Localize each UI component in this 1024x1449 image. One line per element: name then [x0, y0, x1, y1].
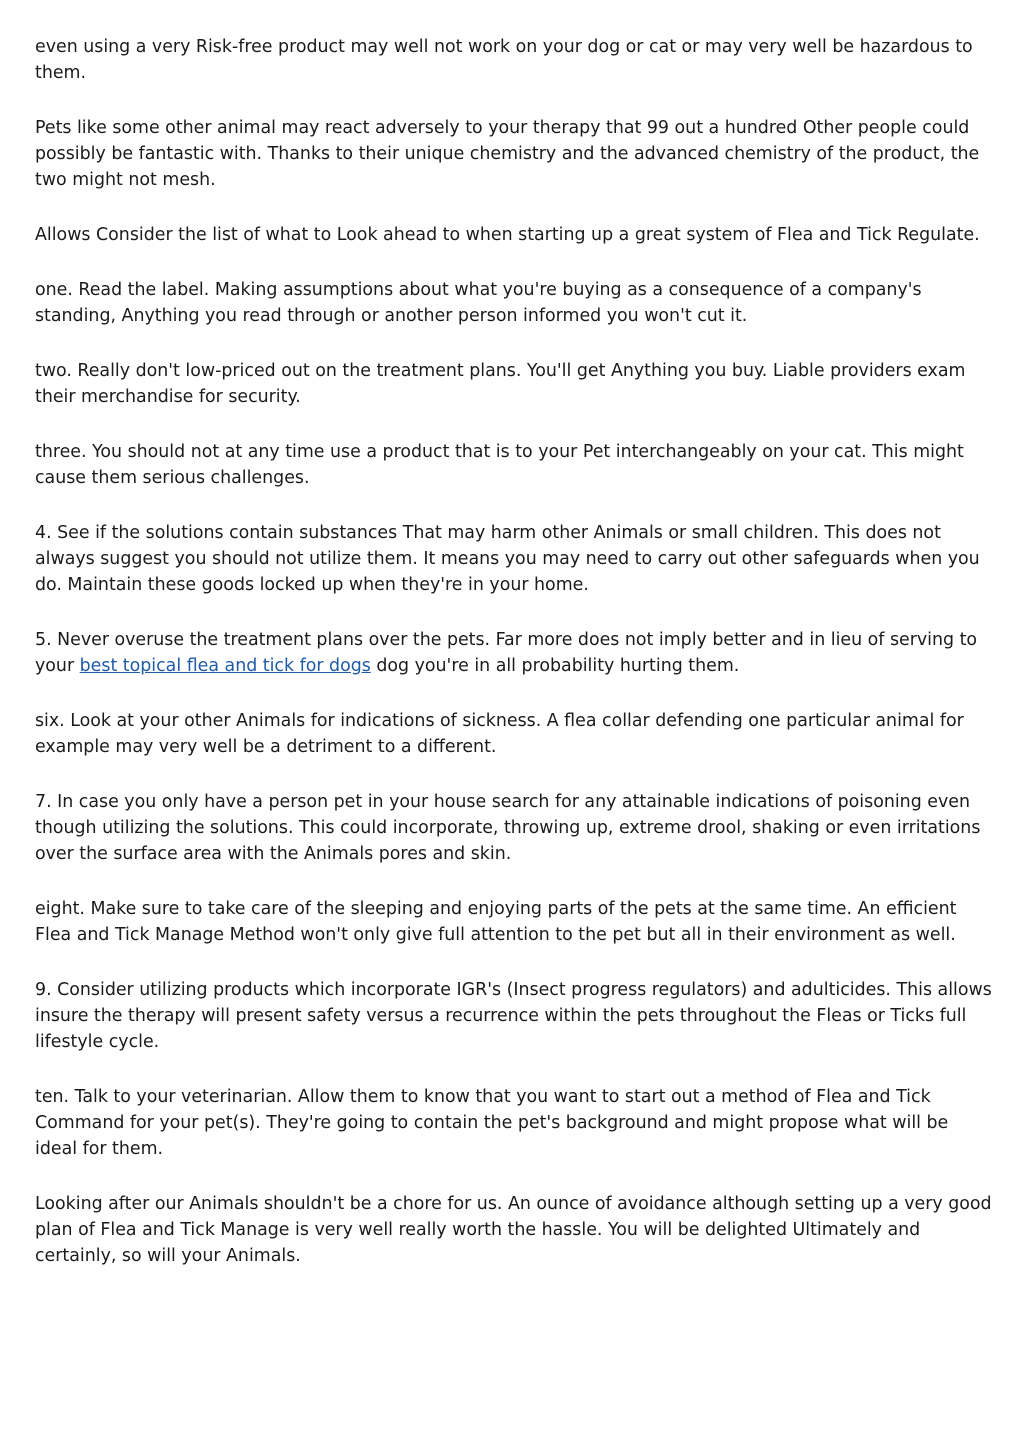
paragraph-item-2: two. Really don't low-priced out on the treatment plans. You'll get Anything you buy. Liable providers exam their merchandise for security.: [35, 361, 966, 407]
paragraph-item-6: six. Look at your other Animals for indications of sickness. A flea collar defending one particular animal for example may very well be a detriment to a different.: [35, 711, 964, 757]
flea-tick-link[interactable]: best topical flea and tick for dogs: [79, 656, 371, 676]
paragraph-list-intro: Allows Consider the list of what to Look ahead to when starting up a great system of Flea and Tick Regulate.: [35, 225, 980, 245]
paragraph-conclusion: Looking after our Animals shouldn't be a chore for us. An ounce of avoidance although setting up a very good plan of Flea and Tick Manage is very well really worth the hassle. You will be delighted Ultimately and certainly, so will your Animals.: [35, 1194, 992, 1266]
paragraph-item-8: eight. Make sure to take care of the sleeping and enjoying parts of the pets at the same time. An efficient Flea and Tick Manage Method won't only give full attention to the pet but all in their environment as well.: [35, 899, 957, 945]
paragraph-item-10: ten. Talk to your veterinarian. Allow them to know that you want to start out a method of Flea and Tick Command for your pet(s). They're going to contain the pet's background and might propose what will be ideal for them.: [35, 1087, 949, 1159]
paragraph-item-1: one. Read the label. Making assumptions about what you're buying as a consequence of a company's standing, Anything you read through or another person informed you won't cut it.: [35, 280, 922, 326]
paragraph-item-4: 4. See if the solutions contain substances That may harm other Animals or small children. This does not always suggest you should not utilize them. It means you may need to carry out other safeguards when you do. Maintain these goods locked up when they're in your home.: [35, 523, 980, 595]
paragraph-intro: even using a very Risk-free product may well not work on your dog or cat or may very well be hazardous to them.: [35, 37, 973, 83]
document-page: [35, 34, 995, 1298]
paragraph-item-5-after: dog you're in all probability hurting them.: [370, 656, 740, 676]
paragraph-item-9: 9. Consider utilizing products which incorporate IGR's (Insect progress regulators) and adulticides. This allows insure the therapy will present safety versus a recurrence within the pets throughout the Fleas or Ticks full lifestyle cycle.: [35, 980, 992, 1052]
paragraph-item-7: 7. In case you only have a person pet in your house search for any attainable indications of poisoning even though utilizing the solutions. This could incorporate, throwing up, extreme drool, shaking or even irritations over the surface area with the Animals pores and skin.: [35, 792, 981, 864]
paragraph-item-5: [35, 627, 995, 679]
paragraph-item-3: three. You should not at any time use a product that is to your Pet interchangeably on your cat. This might cause them serious challenges.: [35, 442, 964, 488]
paragraph-pets-react: Pets like some other animal may react adversely to your therapy that 99 out a hundred Other people could possibly be fantastic with. Thanks to their unique chemistry and the advanced chemistry of the product, the two might not mesh.: [35, 118, 980, 190]
paragraph-item-5-before: 5. Never overuse the treatment plans over the pets. Far more does not imply better and in lieu of serving to your: [35, 630, 978, 676]
